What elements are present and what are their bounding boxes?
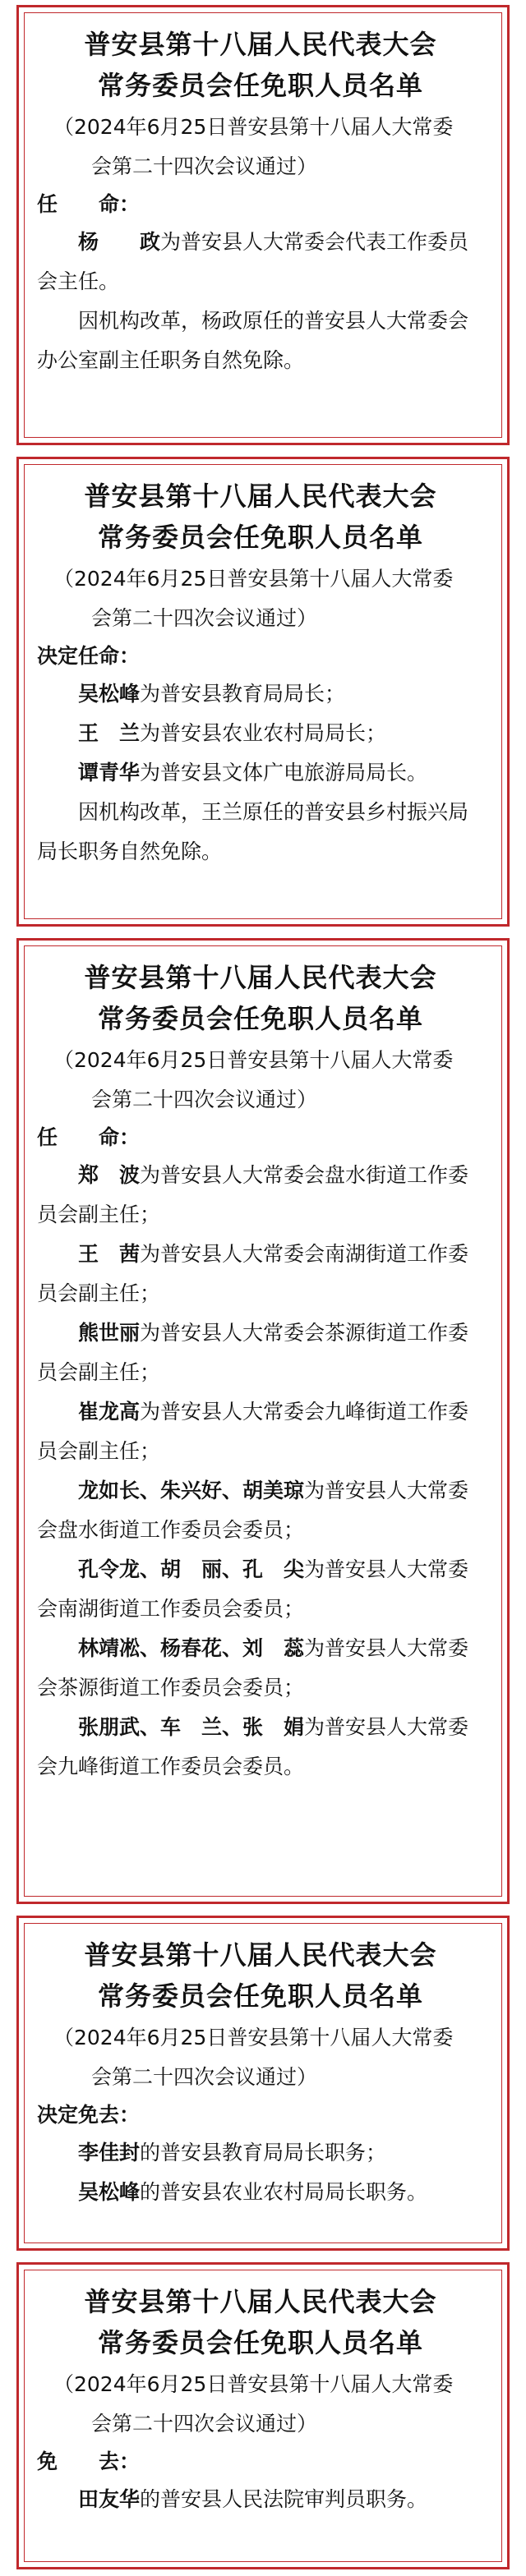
- appointment-entry: [37, 1550, 484, 1629]
- appointment-entry: [37, 1708, 484, 1787]
- person-name: 林靖凇、杨春花、刘 蕊: [78, 1636, 305, 1660]
- appointment-text: 为普安县人大常委会九峰街道工作委员会副主任；: [37, 1400, 469, 1463]
- notice-subtitle-line2: 会第二十四次会议通过）: [91, 2412, 318, 2436]
- dismissal-text: 的普安县人民法院审判员职务。: [140, 2487, 428, 2511]
- section-heading: 免 去：: [37, 2450, 141, 2473]
- person-name: 李佳封: [78, 2141, 141, 2164]
- person-name: 郑 波: [78, 1163, 141, 1187]
- notice-subtitle: （2024年6月25日普安县第十八届人大常委: [53, 115, 454, 139]
- notice-card-3: [16, 938, 510, 1904]
- person-name: 谭青华: [78, 761, 141, 784]
- appointment-entry: [37, 1629, 484, 1708]
- person-name: 杨 政: [78, 230, 161, 254]
- dismissal-text: 的普安县教育局局长职务；: [140, 2141, 387, 2164]
- section-heading: 任 命：: [37, 1125, 141, 1149]
- appointment-entry: [37, 1156, 484, 1235]
- notice-subtitle-line2: 会第二十四次会议通过）: [91, 606, 318, 630]
- person-name: 孔令龙、胡 丽、孔 尖: [78, 1557, 305, 1581]
- appointment-text: 为普安县文体广电旅游局局长。: [140, 761, 428, 784]
- notice-subtitle: （2024年6月25日普安县第十八届人大常委: [53, 567, 454, 591]
- appointment-entry: [37, 674, 484, 714]
- appointment-text: 为普安县人大常委会南湖街道工作委员会委员；: [37, 1557, 469, 1621]
- section-heading: 决定免去：: [37, 2103, 141, 2127]
- reform-note: 因机构改革，王兰原任的普安县乡村振兴局局长职务自然免除。: [37, 800, 469, 863]
- appointment-text: 为普安县人大常委会南湖街道工作委员会副主任；: [37, 1242, 469, 1305]
- appointment-text: 为普安县人大常委会茶源街道工作委员会委员；: [37, 1636, 469, 1700]
- appointment-entry: [37, 1235, 484, 1313]
- appointment-entry: [37, 714, 484, 753]
- notice-title: 普安县第十八届人民代表大会: [84, 481, 437, 512]
- section-heading: 决定任命：: [37, 644, 141, 668]
- person-name: 崔龙高: [78, 1400, 141, 1424]
- person-name: 张朋武、车 兰、张 娟: [78, 1715, 305, 1739]
- notice-title: 普安县第十八届人民代表大会: [84, 962, 437, 993]
- notice-card-4: [16, 1916, 510, 2251]
- notice-subtitle-line2: 会第二十四次会议通过）: [91, 1088, 318, 1111]
- section-heading: 任 命：: [37, 192, 141, 216]
- dismissal-entry: [37, 2173, 484, 2212]
- dismissal-text: 的普安县农业农村局局长职务。: [140, 2180, 428, 2204]
- notice-title-line2: 常务委员会任免职人员名单: [97, 70, 423, 101]
- appointment-text: 为普安县人大常委会茶源街道工作委员会副主任；: [37, 1321, 469, 1384]
- appointment-text: 为普安县人大常委会盘水街道工作委员会委员；: [37, 1479, 469, 1542]
- person-name: 吴松峰: [78, 2180, 141, 2204]
- notice-title: 普安县第十八届人民代表大会: [84, 2286, 437, 2317]
- appointment-text: 为普安县人大常委会代表工作委员会主任。: [37, 230, 469, 293]
- notice-subtitle-line2: 会第二十四次会议通过）: [91, 2065, 318, 2089]
- appointment-text: 为普安县人大常委会盘水街道工作委员会副主任；: [37, 1163, 469, 1226]
- appointment-entry: [37, 1313, 484, 1392]
- notice-title-line2: 常务委员会任免职人员名单: [97, 2327, 423, 2358]
- appointment-text: 为普安县人大常委会九峰街道工作委员会委员。: [37, 1715, 469, 1778]
- notice-subtitle: （2024年6月25日普安县第十八届人大常委: [53, 1048, 454, 1072]
- person-name: 龙如长、朱兴好、胡美琼: [78, 1479, 305, 1502]
- person-name: 熊世丽: [78, 1321, 141, 1345]
- notice-subtitle: （2024年6月25日普安县第十八届人大常委: [53, 2026, 454, 2049]
- notice-subtitle-line2: 会第二十四次会议通过）: [91, 154, 318, 178]
- person-name: 王 兰: [78, 721, 141, 745]
- notice-title-line2: 常务委员会任免职人员名单: [97, 1003, 423, 1034]
- appointment-text: 为普安县农业农村局局长；: [140, 721, 387, 745]
- dismissal-entry: [37, 2480, 484, 2519]
- appointment-entry: [37, 1471, 484, 1550]
- appointment-entry: [37, 753, 484, 793]
- notice-title: 普安县第十八届人民代表大会: [84, 29, 437, 60]
- person-name: 田友华: [78, 2487, 141, 2511]
- dismissal-entry: [37, 2133, 484, 2173]
- reform-note: 因机构改革，杨政原任的普安县人大常委会办公室副主任职务自然免除。: [37, 309, 469, 372]
- person-name: 王 茜: [78, 1242, 141, 1266]
- notice-subtitle: （2024年6月25日普安县第十八届人大常委: [53, 2372, 454, 2396]
- notice-card-5: [16, 2262, 510, 2569]
- notice-title: 普安县第十八届人民代表大会: [84, 1939, 437, 1971]
- appointment-entry: [37, 223, 484, 301]
- notice-card-1: [16, 5, 510, 445]
- notice-card-2: [16, 457, 510, 927]
- notice-title-line2: 常务委员会任免职人员名单: [97, 1980, 423, 2012]
- appointment-text: 为普安县教育局局长；: [140, 682, 346, 706]
- notice-title-line2: 常务委员会任免职人员名单: [97, 522, 423, 553]
- appointment-entry: [37, 1392, 484, 1471]
- person-name: 吴松峰: [78, 682, 141, 706]
